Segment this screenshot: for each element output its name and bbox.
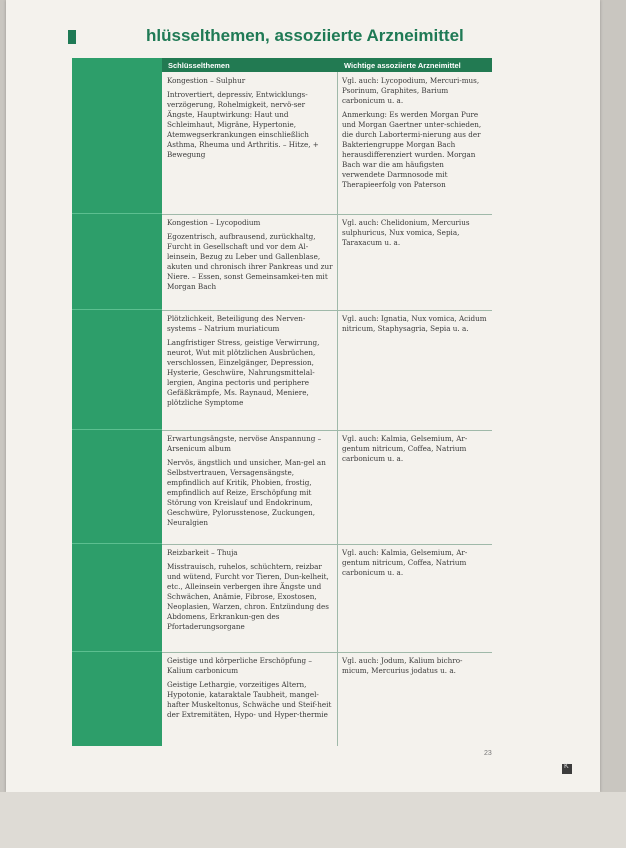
key-topic-heading: Reizbarkeit – Thuja	[167, 548, 238, 557]
document-page	[6, 0, 600, 792]
key-topic-cell	[167, 314, 333, 412]
remedies-cell	[342, 656, 487, 680]
remedies-text: Vgl. auch: Kalmia, Gelsemium, Ar-gentum nitricum, Coffea, Natrium carbonicum u. a.	[342, 434, 468, 463]
category-cell-1	[72, 72, 162, 214]
key-topic-heading: Kongestion – Lycopodium	[167, 218, 261, 227]
key-topic-cell	[167, 434, 333, 532]
key-topic-cell	[167, 218, 333, 296]
key-topic-description: Egozentrisch, aufbrausend, zurückhaltg, Furcht in Gesellschaft und vor dem Al-leinsein, Bezug zu Leber und Gallenblase, akuten und chronisch ihrer Pankreas und zur Niere. – Essen, sonst Gemeinsamkei-ten mit Morgan Bach	[167, 232, 333, 291]
table-row	[162, 544, 492, 653]
table-row	[162, 214, 492, 311]
remedies-cell	[342, 76, 487, 194]
page-number: 23	[484, 750, 492, 757]
category-cell-6	[72, 652, 162, 746]
key-topic-cell	[167, 656, 333, 724]
key-topic-cell	[167, 548, 333, 636]
key-topic-description: Langfristiger Stress, geistige Verwirrung, neurot, Wut mit plötzlichen Ausbrüchen, verschlossen, Einzelgänger, Depression, Hysterie, Geschwüre, Nahrungsmittelal-lergien, Angina pectoris und periphere Gefäßkrämpfe, Ms. Raynaud, Meniere, plötzliche Symptome	[167, 338, 320, 407]
key-topic-cell	[167, 76, 333, 164]
key-topic-heading: Kongestion – Sulphur	[167, 76, 246, 85]
table-row	[162, 310, 492, 431]
page-title	[68, 26, 588, 46]
table-header	[162, 58, 492, 72]
category-cell-4	[72, 430, 162, 544]
remedies-text: Vgl. auch: Chelidonium, Mercurius sulphuricus, Nux vomica, Sepia, Taraxacum u. a.	[342, 218, 470, 247]
left-category-column	[72, 58, 162, 746]
key-topic-description: Misstrauisch, ruhelos, schüchtern, reizbar und wütend, Furcht vor Tieren, Dun-kelheit, etc., Alleinsein verbergen ihre Ängste und Schwächen, Anämie, Fibrose, Exostosen, Neoplasien, Warzen, chron. Entzündung des Abdomens, Erkrankun-gen des Pfortaderungsorgane	[167, 562, 329, 631]
header-key-topics: Schlüsselthemen	[168, 61, 230, 70]
remedies-cell	[342, 548, 487, 582]
key-topic-description: Nervös, ängstlich und unsicher, Man-gel an Selbstvertrauen, Versagensängste, empfindlich auf Kritik, Phobien, frostig, empfindlich auf Reize, Erschöpfung mit Störung von Kreislauf und Endokrinum, Geschwüre, Pylorusstenose, Zuckungen, Neuralgien	[167, 458, 326, 527]
remedies-cell	[342, 314, 487, 338]
table-row	[162, 430, 492, 545]
table-row	[162, 72, 492, 215]
remedies-cell	[342, 434, 487, 468]
key-topic-heading: Erwartungsängste, nervöse Anspannung – Arsenicum album	[167, 434, 322, 453]
scan-background	[0, 792, 626, 848]
chapter-tab-marker	[562, 764, 572, 774]
chapter-tab-label: K	[564, 763, 569, 770]
table-row	[162, 652, 492, 746]
category-cell-2	[72, 214, 162, 310]
remedies-text: Vgl. auch: Kalmia, Gelsemium, Ar-gentum nitricum, Coffea, Natrium carbonicum u. a.	[342, 548, 468, 577]
remedies-note: Anmerkung: Es werden Morgan Pure und Morgan Gaertner unter-schieden, die durch Labortermi-nierung aus der Bakteriengruppe Morgan Bach herausdifferenziert wurden. Morgan Bach war die am häufigsten verwendete Darmnosode mit Therapieerfolg von Paterson	[342, 110, 482, 189]
key-topic-description: Introvertiert, depressiv, Entwicklungs-verzögerung, Rohelmigkeit, nervö-ser Ängste, Hauptwirkung: Haut und Schleimhaut, Migräne, Hypertonie, Atemwegserkrankungen einschließlich Asthma, Rheuma und Arthritis. – Hitze, + Bewegung	[167, 90, 319, 159]
header-associated-remedies: Wichtige assoziierte Arzneimittel	[344, 61, 461, 70]
title-marker	[68, 30, 76, 44]
key-topic-description: Geistige Lethargie, vorzeitiges Altern, Hypotonie, kataraktale Taubheit, mangel-hafter Muskeltonus, Schwäche und Steif-heit der Extremitäten, Hypo- und Hyper-thermie	[167, 680, 332, 719]
category-cell-3	[72, 310, 162, 430]
key-topic-heading: Plötzlichkeit, Beteiligung des Nerven-systems – Natrium muriaticum	[167, 314, 306, 333]
remedies-text: Vgl. auch: Jodum, Kalium bichro-micum, Mercurius jodatus u. a.	[342, 656, 463, 675]
key-topic-heading: Geistige und körperliche Erschöpfung – Kalium carbonicum	[167, 656, 313, 675]
category-cell-5	[72, 544, 162, 652]
remedies-cell	[342, 218, 487, 252]
remedies-text: Vgl. auch: Lycopodium, Mercuri-mus, Psorinum, Graphites, Barium carbonicum u. a.	[342, 76, 480, 105]
page-title-text: hlüsselthemen, assoziierte Arzneimittel	[146, 26, 464, 45]
remedies-text: Vgl. auch: Ignatia, Nux vomica, Acidum nitricum, Staphysagria, Sepia u. a.	[342, 314, 487, 333]
